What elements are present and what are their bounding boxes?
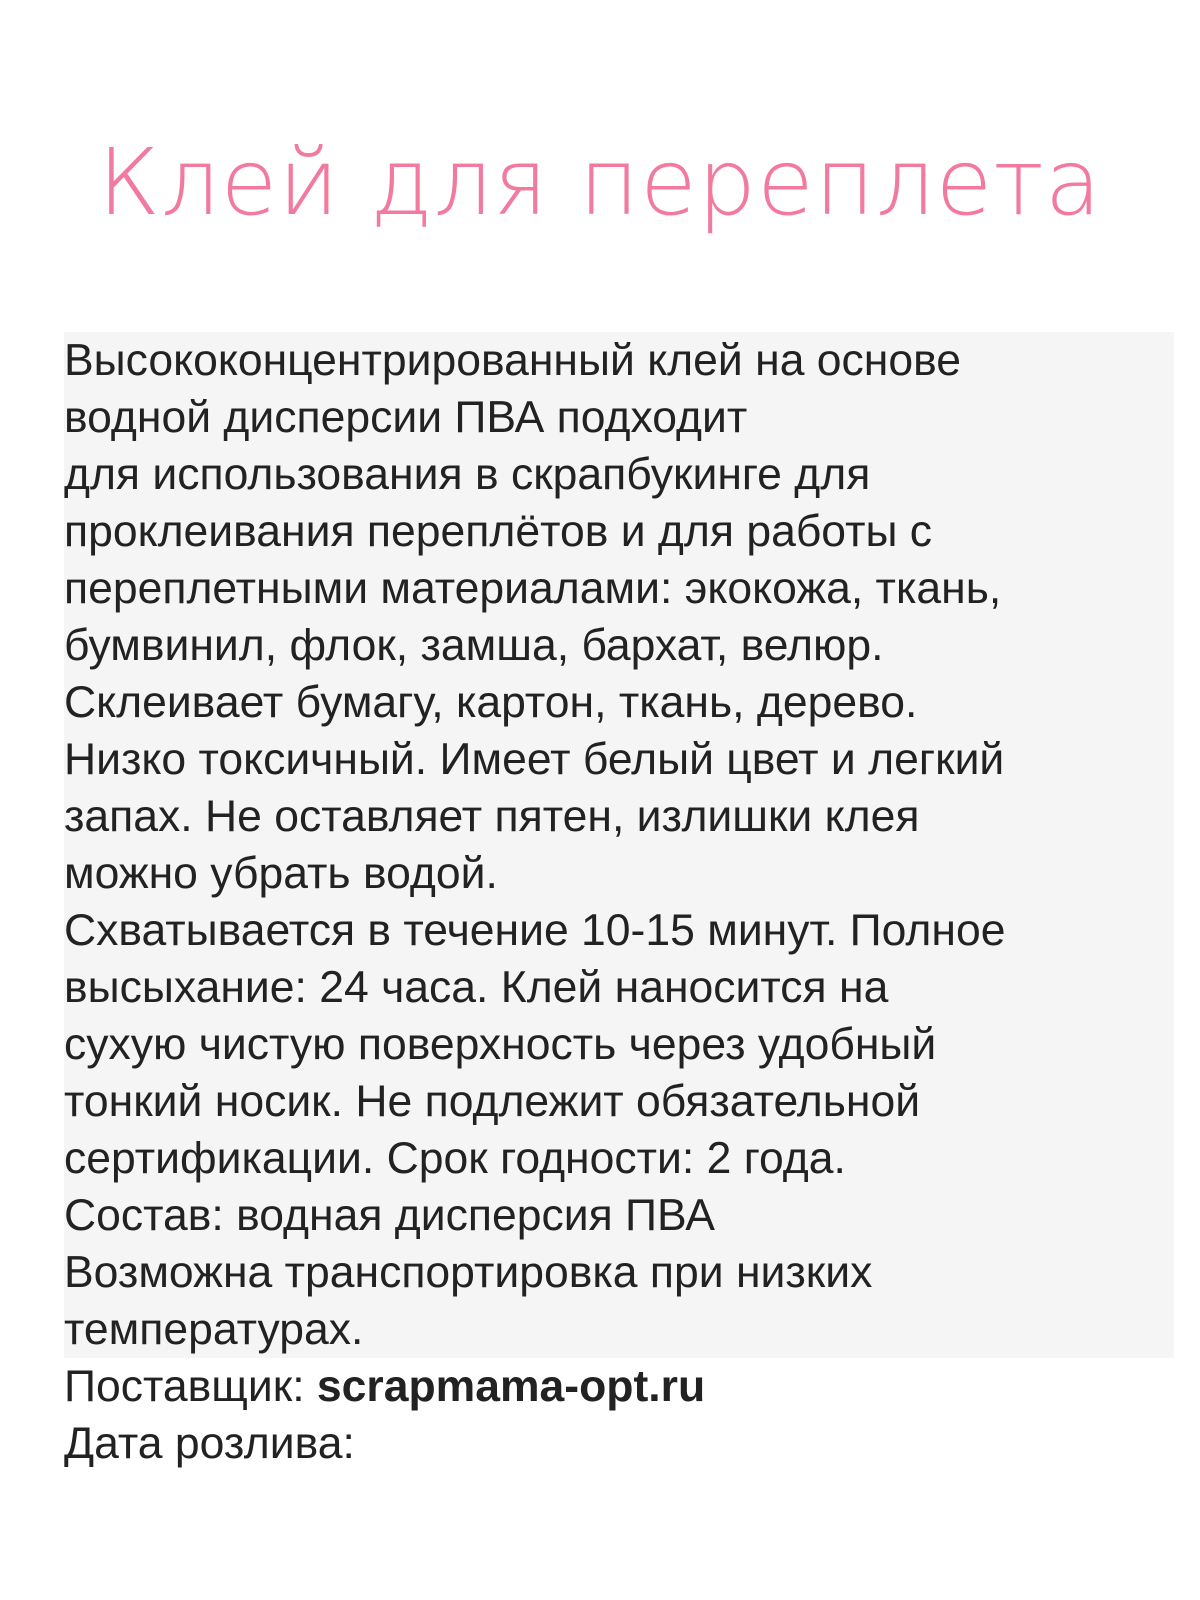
description-line: запах. Не оставляет пятен, излишки клея — [64, 792, 920, 841]
description-line: температурах. — [64, 1305, 364, 1354]
description-line: переплетными материалами: экокожа, ткань, — [64, 564, 1002, 613]
description-line: проклеивания переплётов и для работы с — [64, 507, 933, 556]
supplier-website: scrapmama-opt.ru — [316, 1362, 706, 1411]
supplier-line — [64, 1358, 1174, 1415]
bottling-date-label: Дата розлива: — [64, 1415, 1174, 1472]
description-line: водной дисперсии ПВА подходит — [64, 393, 748, 442]
description-line: высыхание: 24 часа. Клей наносится на — [64, 963, 889, 1012]
product-description — [64, 332, 1174, 1472]
description-line: сертификации. Срок годности: 2 года. — [64, 1134, 846, 1183]
description-line: Высококонцентрированный клей на основе — [64, 336, 962, 385]
description-line: Схватывается в течение 10-15 минут. Полное — [64, 906, 1006, 955]
description-line: для использования в скрапбукинге для — [64, 450, 871, 499]
supplier-label: Поставщик: — [64, 1362, 317, 1411]
description-line: тонкий носик. Не подлежит обязательной — [64, 1077, 921, 1126]
description-line: бумвинил, флок, замша, бархат, велюр. — [64, 621, 884, 670]
description-line: Низко токсичный. Имеет белый цвет и легкий — [64, 735, 1005, 784]
description-line: можно убрать водой. — [64, 849, 498, 898]
description-line: сухую чистую поверхность через удобный — [64, 1020, 937, 1069]
product-title: Клей для переплета — [97, 129, 1103, 236]
description-line: Возможна транспортировка при низких — [64, 1248, 873, 1297]
description-line: Состав: водная дисперсия ПВА — [64, 1191, 715, 1240]
description-line: Склеивает бумагу, картон, ткань, дерево. — [64, 678, 918, 727]
